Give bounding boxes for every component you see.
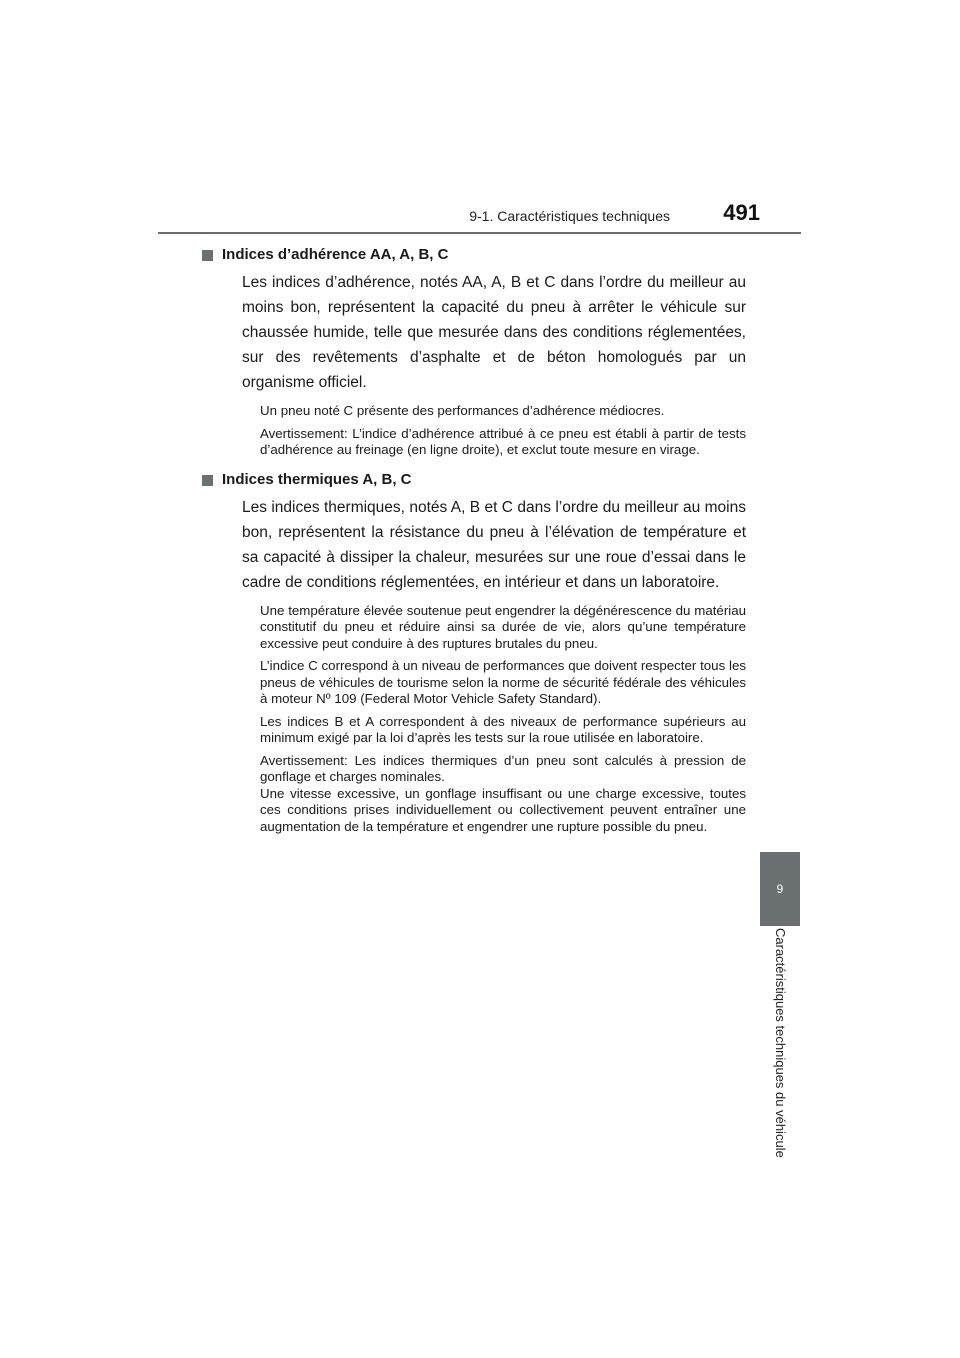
section-note: Avertissement: Les indices thermiques d’un pneu sont calculés à pression de gonflage et charges nominales.: [260, 752, 746, 784]
section-note: Avertissement: L’indice d’adhérence attribué à ce pneu est établi à partir de tests d’adhérence au freinage (en ligne droite), et exclut toute mesure en virage.: [260, 425, 746, 457]
section-note: Une vitesse excessive, un gonflage insuffisant ou une charge excessive, toutes ces conditions prises individuellement ou collectivement peuvent entraîner une augmentation de la température et engendrer une rupture possible du pneu.: [260, 785, 746, 834]
section-adherence: [222, 244, 746, 459]
section-note: L’indice C correspond à un niveau de performances que doivent respecter tous les pneus de véhicules de tourisme selon la norme de sécurité fédérale des véhicules à moteur Nº 109 (Federal Motor Vehicle Safety Standard).: [260, 658, 746, 706]
section-title: Indices d’adhérence AA, A, B, C: [222, 246, 449, 263]
section-body: Les indices thermiques, notés A, B et C dans l’ordre du meilleur au moins bon, représentent la résistance du pneu à l’élévation de température et sa capacité à dissiper la chaleur, mesurées sur une roue d’essai dans le cadre de conditions réglementées, en intérieur et dans un laboratoire.: [242, 498, 746, 591]
section-heading: [202, 244, 746, 266]
page-number: 491: [723, 200, 760, 225]
chapter-tab: 9: [760, 852, 800, 926]
running-header: 9-1. Caractéristiques techniques: [469, 208, 670, 224]
header-divider: [158, 232, 801, 234]
section-heading: [202, 469, 746, 491]
square-bullet-icon: [202, 250, 213, 261]
section-note: Une température élevée soutenue peut engendrer la dégénérescence du matériau constitutif du pneu et réduire ainsi sa durée de vie, alors qu’une température excessive peut conduire à des ruptures brutales du pneu.: [260, 602, 746, 651]
section-thermique: [222, 469, 746, 836]
page-content: [222, 244, 746, 841]
chapter-tab-label-wrapper: [764, 928, 796, 1168]
square-bullet-icon: [202, 475, 213, 486]
chapter-tab-label: Caractéristiques techniques du véhicule: [773, 928, 788, 1158]
section-note: Les indices B et A correspondent à des niveaux de performance supérieurs au minimum exigé par la loi d’après les tests sur la roue utilisée en laboratoire.: [260, 713, 746, 745]
section-note: Un pneu noté C présente des performances d’adhérence médiocres.: [260, 403, 665, 418]
section-title: Indices thermiques A, B, C: [222, 470, 412, 488]
section-body: Les indices d’adhérence, notés AA, A, B et C dans l’ordre du meilleur au moins bon, représentent la capacité du pneu à arrêter le véhicule sur chaussée humide, telle que mesurée dans des conditions réglementées, sur des revêtements d’asphalte et de béton homologués par un organisme officiel.: [242, 274, 746, 391]
